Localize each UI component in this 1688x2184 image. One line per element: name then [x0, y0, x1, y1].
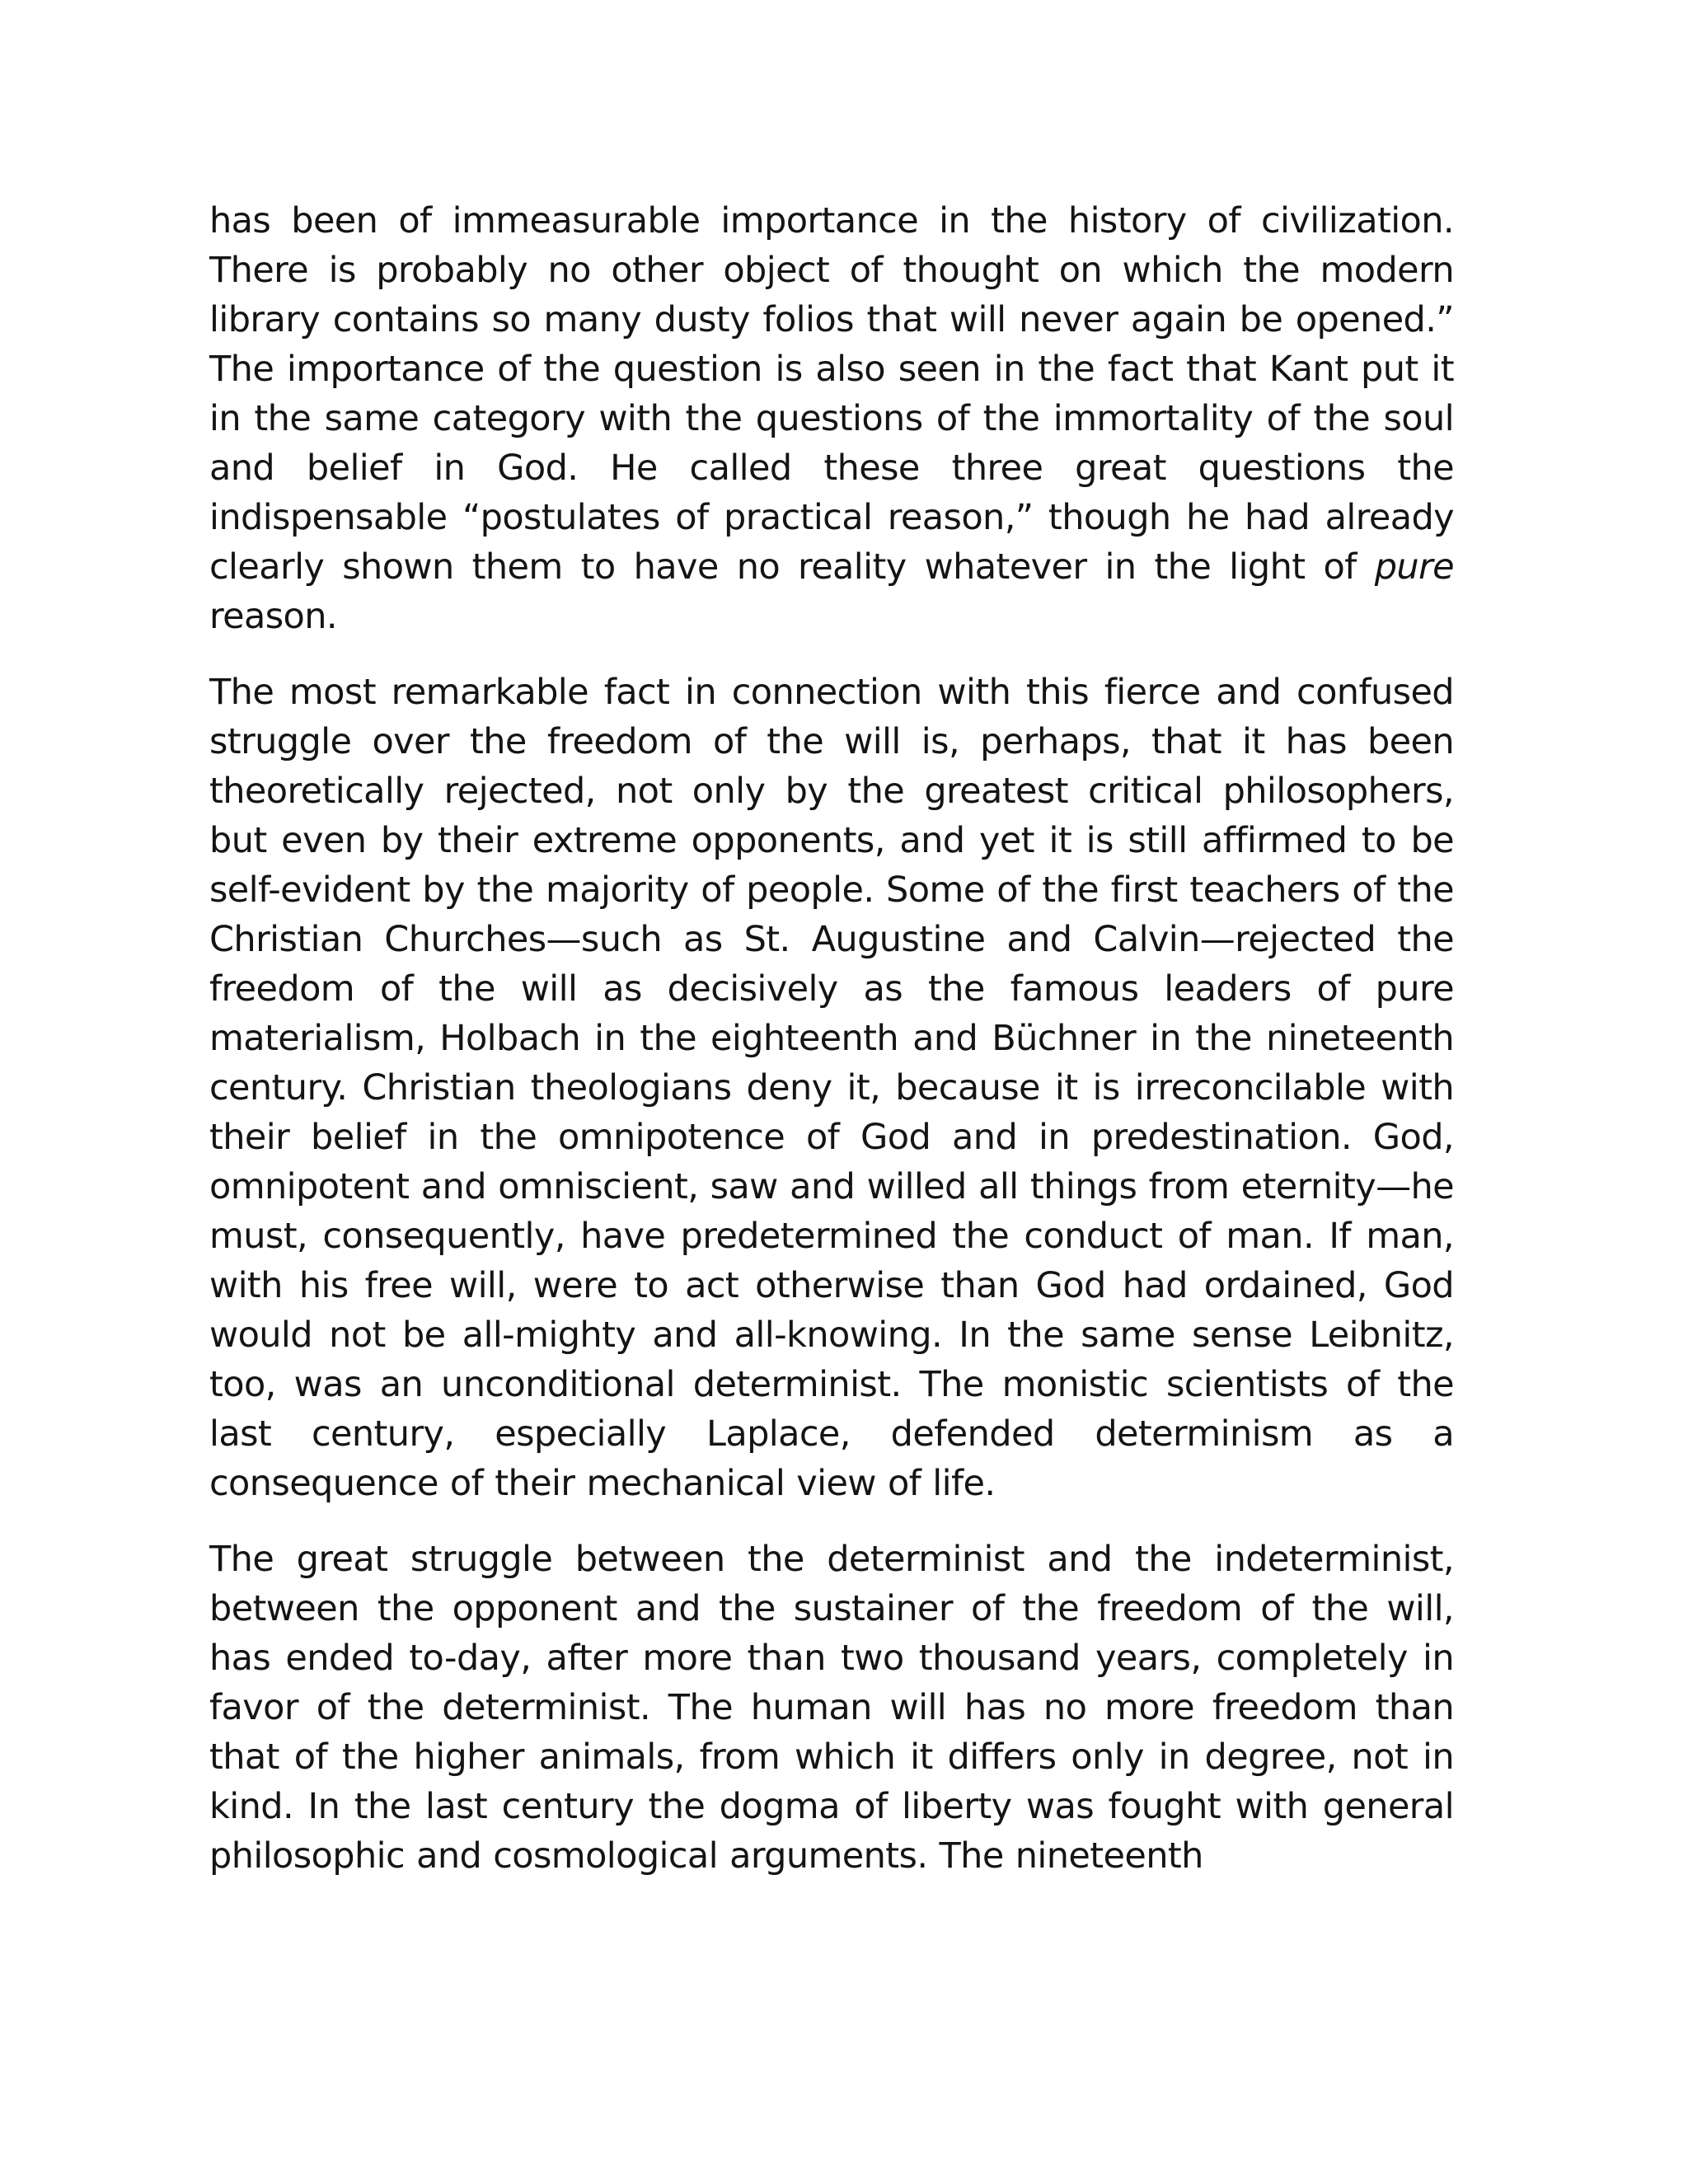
paragraph-1-text-end: reason.	[209, 596, 337, 637]
paragraph-1	[209, 196, 1454, 641]
paragraph-1-emphasis: pure	[1374, 546, 1454, 588]
paragraph-3: The great struggle between the determinist and the indeterminist, between the opponent and the sustainer of the freedom of the will, has ended to-day, after more than two thousand years, completely in favor of the determinist. The human will has no more freedom than that of the higher animals, from which it differs only in degree, not in kind. In the last century the dogma of liberty was fought with general philosophic and cosmological arguments. The nineteenth	[209, 1539, 1454, 1877]
paragraph-2: The most remarkable fact in connection with this fierce and confused struggle over the freedom of the will is, perhaps, that it has been theoretically rejected, not only by the greatest critical philosophers, but even by their extreme opponents, and yet it is still affirmed to be self-evident by the majority of people. Some of the first teachers of the Christian Churches—such as St. Augustine and Calvin—rejected the freedom of the will as decisively as the famous leaders of pure materialism, Holbach in the eighteenth and Büchner in the nineteenth century. Christian theologians deny it, because it is irreconcilable with their belief in the omnipotence of God and in predestination. God, omnipotent and omniscient, saw and willed all things from eternity—he must, consequently, have predetermined the conduct of man. If man, with his free will, were to act otherwise than God had ordained, God would not be all-mighty and all-knowing. In the same sense Leibnitz, too, was an unconditional determinist. The monistic scientists of the last century, especially Laplace, defended determinism as a consequence of their mechanical view of life.	[209, 672, 1454, 1504]
page-body	[209, 196, 1454, 1907]
paragraph-1-text: has been of immeasurable importance in the history of civilization. There is probably no other object of thought on which the modern library contains so many dusty folios that will never again be opened.” The importance of the question is also seen in the fact that Kant put it in the same category with the questions of the immortality of the soul and belief in God. He called these three great questions the indispensable “postulates of practical reason,” though he had already clearly shown them to have no reality whatever in the light of	[209, 200, 1454, 588]
